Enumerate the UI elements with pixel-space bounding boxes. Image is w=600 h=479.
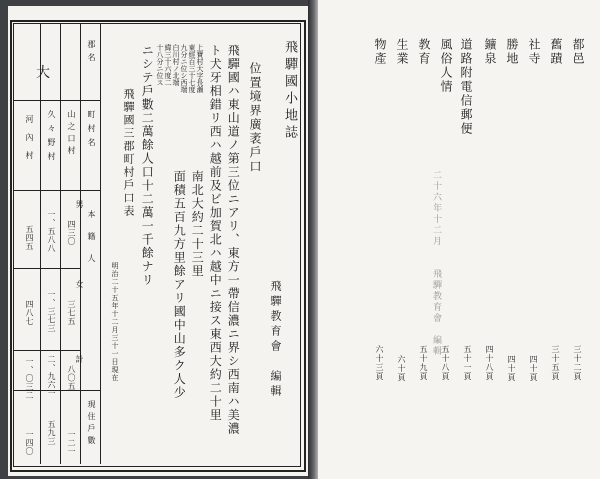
coord-note-line: 緯三十六度二 <box>164 44 172 86</box>
contents-page: 三十二頁 <box>573 345 582 381</box>
table-divider <box>80 190 100 191</box>
contents-label: 生業 <box>395 38 409 66</box>
row-town: 河內村 <box>25 115 34 169</box>
book-title: 飛驒國小地誌 <box>282 40 297 142</box>
body-line: 面積五百九方里餘アリ國中山多ク人少 <box>172 170 187 400</box>
header-female: 女 <box>75 280 84 289</box>
contents-page: 五十一頁 <box>463 345 472 381</box>
header-households: 本籍人 <box>87 210 96 276</box>
row-total: 八〇五 <box>67 365 76 391</box>
contents-label: 教育 <box>417 38 431 66</box>
row-households: 一四〇 <box>25 430 34 456</box>
publisher: 飛驒教育會 編輯 <box>269 280 282 400</box>
body-line: ト犬牙相錯リ西ハ越前及ビ加賀北ハ越中ニ接ス東西大約二十里 <box>208 44 223 422</box>
table-divider <box>14 268 80 269</box>
row-households: 一二一 <box>67 430 76 456</box>
contents-label: 道路附電信郵便 <box>459 38 473 136</box>
row-female: 四八七 <box>25 300 34 326</box>
table-divider <box>60 24 61 464</box>
table-date: 明治二十五年十二月三十一日現在 <box>111 262 119 382</box>
contents-page: 六十三頁 <box>375 345 384 381</box>
body-line: ニシテ戶數二萬餘人口十二萬一千餘ナリ <box>140 44 155 287</box>
coord-note-line: 東經百三十七度 <box>188 44 196 93</box>
row-male: 四三〇 <box>67 220 76 246</box>
contents-label: 舊蹟 <box>549 38 563 66</box>
table-divider <box>40 24 41 464</box>
contents-label: 風俗人情 <box>439 38 453 94</box>
table-title: 飛驒國三郡町村戶口表 <box>122 88 135 218</box>
table-divider <box>14 100 100 101</box>
contents-page: 四十頁 <box>507 355 516 382</box>
section-heading: 位置境界廣袤戶口 <box>248 62 262 174</box>
row-male: 五四五 <box>25 225 34 251</box>
header-current: 現住戶數 <box>87 400 96 448</box>
header-district: 郡名 <box>87 40 96 66</box>
faint-bleed-text: 二十六年十二月 飛驒教育會 編輯 <box>431 170 441 357</box>
header-male: 男 <box>75 200 84 209</box>
contents-page: 四十頁 <box>529 355 538 382</box>
row-total: 二、九六一 <box>47 355 56 398</box>
table-border <box>100 24 101 464</box>
row-male: 一、五八八 <box>47 210 56 253</box>
coord-note-line: 白川村ノ北端 <box>172 44 180 86</box>
row-female: 三七五 <box>67 300 76 326</box>
contents-label: 鑛泉 <box>483 38 497 66</box>
row-town: 山之口村 <box>67 110 76 158</box>
district-side-label: 大 <box>36 65 50 81</box>
table-divider <box>14 190 80 191</box>
contents-label: 都邑 <box>571 38 585 66</box>
contents-label: 物產 <box>373 38 387 66</box>
row-total: 一、〇三二 <box>25 357 34 400</box>
body-line: 南北大約二十三里 <box>190 170 205 278</box>
contents-page: 五十九頁 <box>419 345 428 381</box>
contents-page: 六十頁 <box>397 355 406 382</box>
body-line: 飛驒國ハ東山道ノ第三位ニアリ、東方一帶信濃ニ界シ西南ハ美濃 <box>226 44 241 436</box>
contents-label: 勝地 <box>505 38 519 66</box>
contents-page: 五十八頁 <box>441 345 450 381</box>
contents-label: 社寺 <box>527 38 541 66</box>
row-households: 五九三 <box>47 420 56 446</box>
coord-note-line: 上寶村大字長瀨 <box>196 44 204 93</box>
row-female: 一、三七三 <box>47 290 56 333</box>
table-divider <box>80 24 81 464</box>
contents-page: 四十八頁 <box>485 345 494 381</box>
row-town: 久々野村 <box>47 110 56 166</box>
coord-note-line: 十八分ニ位ス <box>156 44 164 86</box>
contents-page: 三十五頁 <box>551 345 560 381</box>
coord-note-line: 九分ニ位シ西端 <box>180 44 188 93</box>
header-town: 町村名 <box>87 110 96 152</box>
header-total: 計 <box>75 355 84 364</box>
table-divider <box>14 350 80 351</box>
